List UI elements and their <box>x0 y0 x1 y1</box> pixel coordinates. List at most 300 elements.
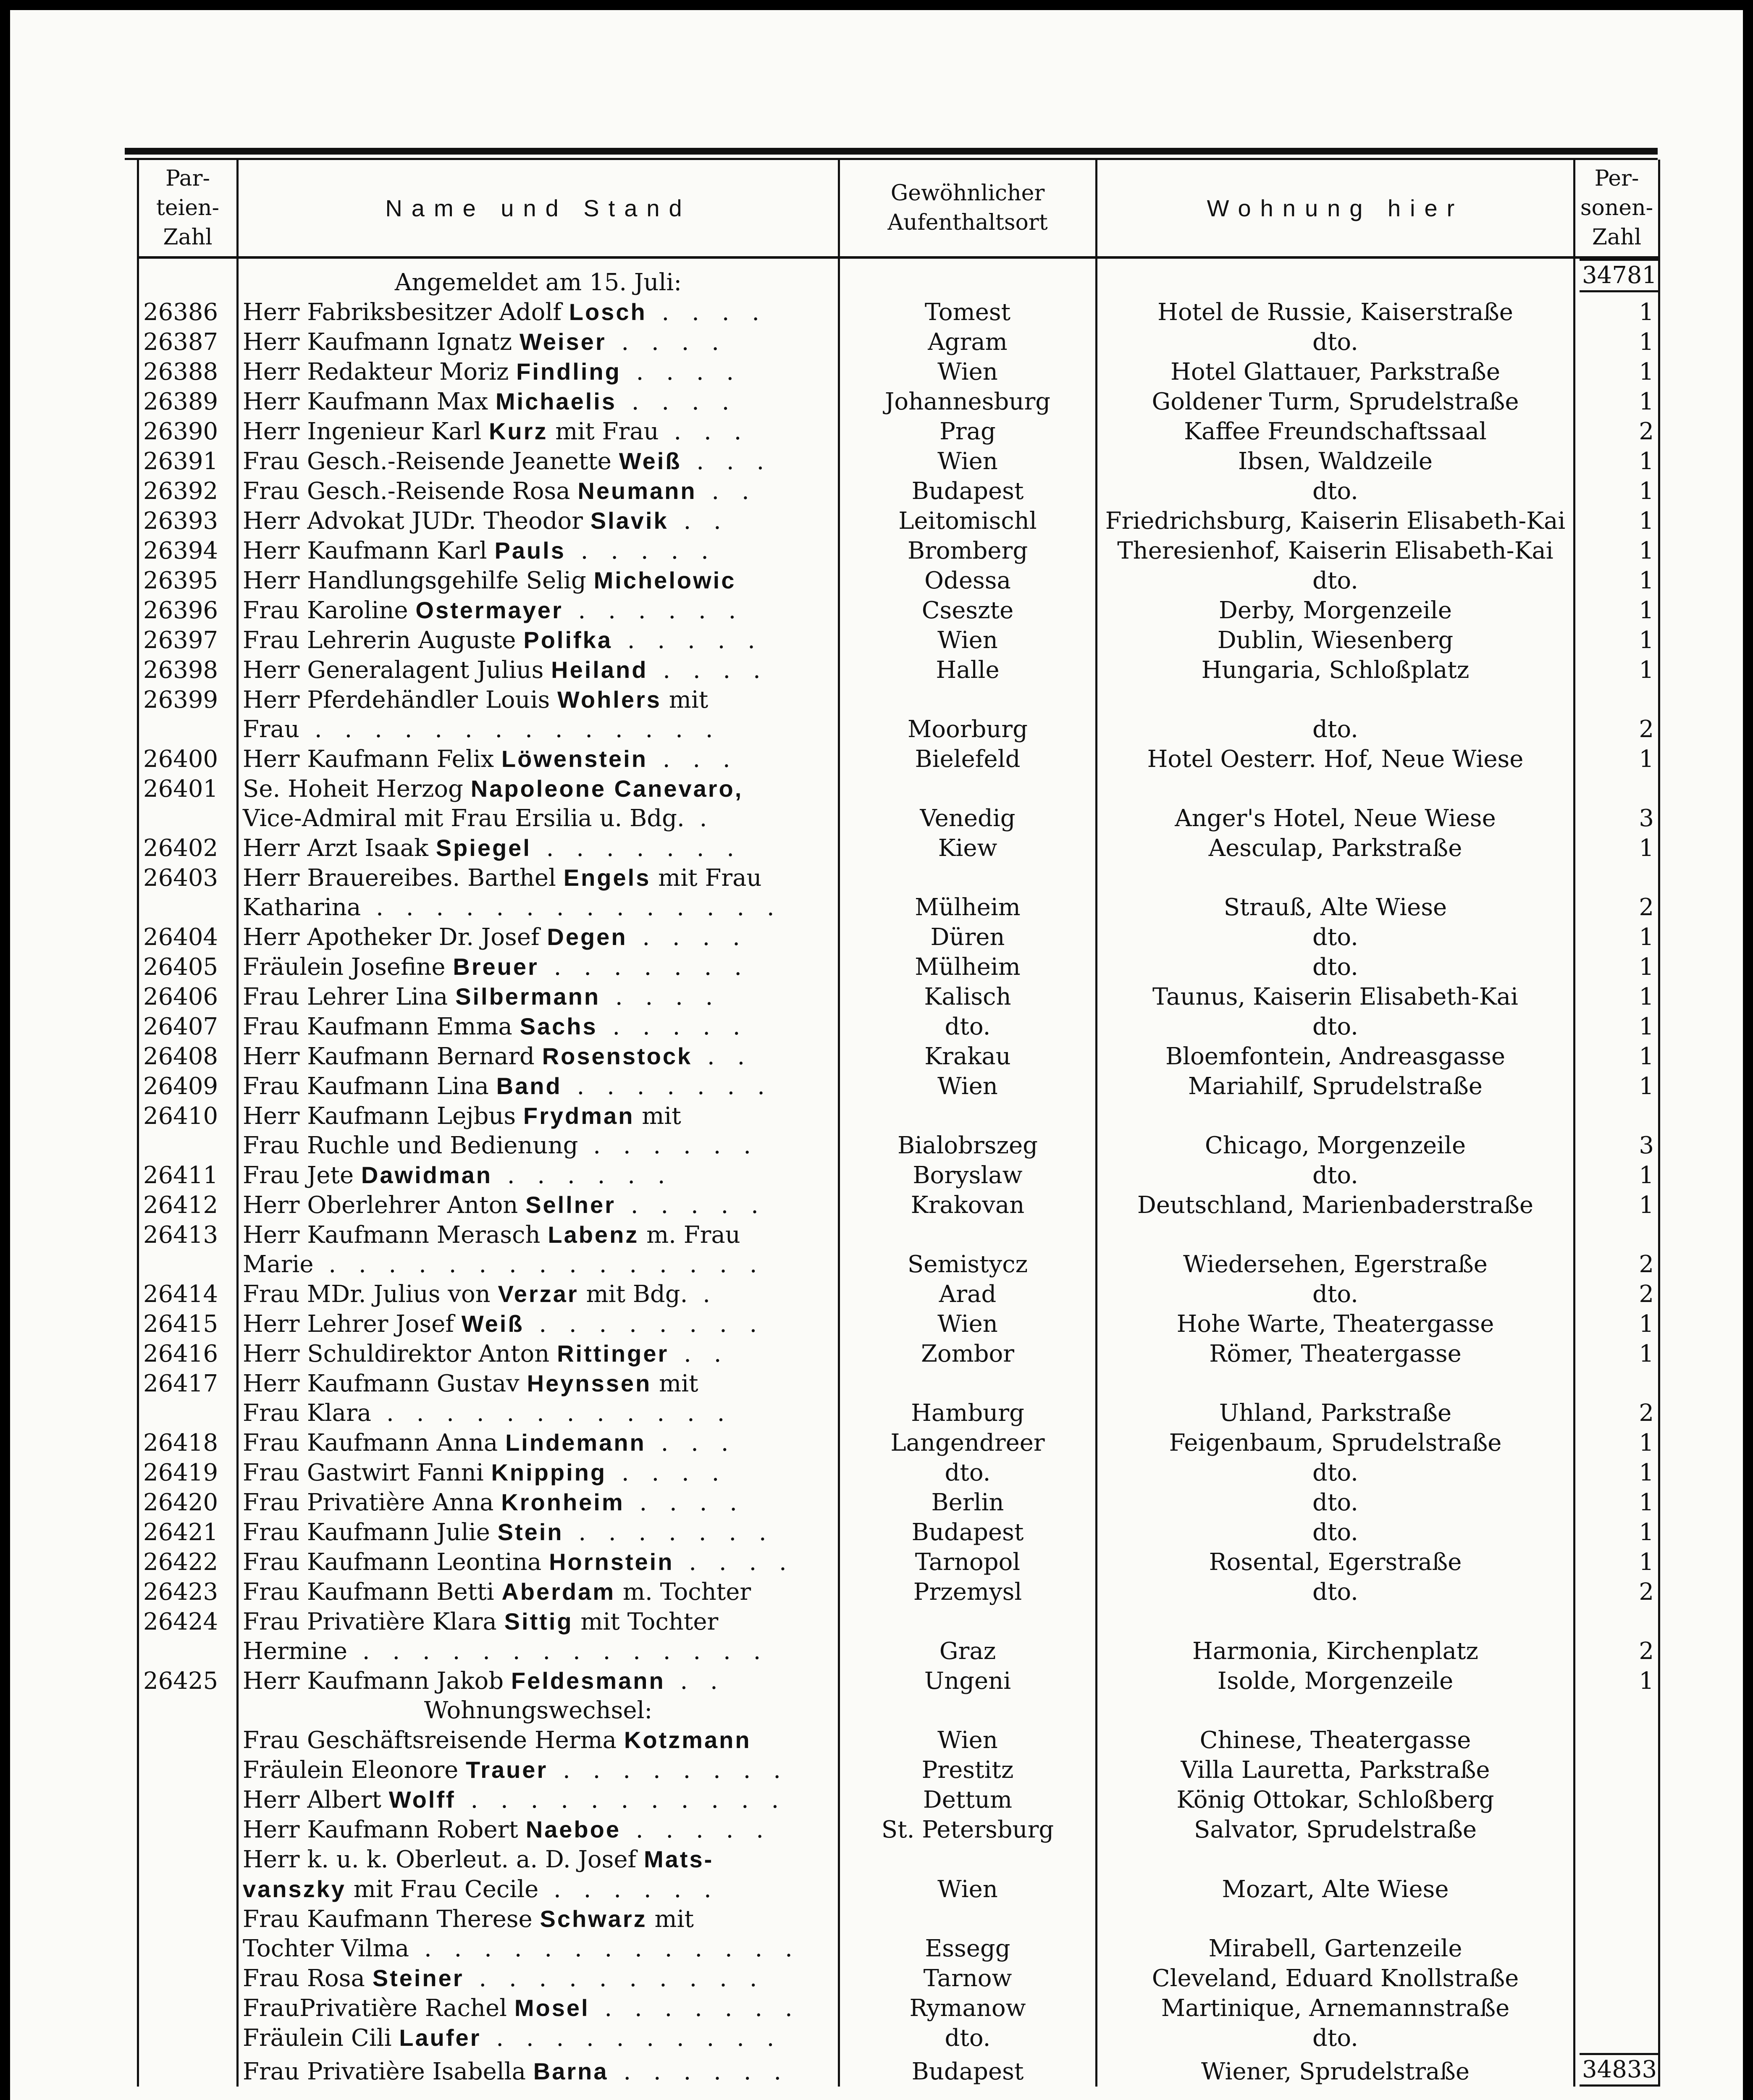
surname: Findling <box>516 358 621 385</box>
lodging: dto. <box>1097 952 1575 982</box>
name-prefix: Frau Lehrerin Auguste <box>243 627 524 654</box>
leader-dots: . . . <box>647 746 738 773</box>
leader-dots: . <box>688 1281 718 1308</box>
surname: Labenz <box>548 1221 639 1248</box>
origin: Budapest <box>839 476 1097 506</box>
persons <box>1575 1934 1659 1964</box>
leader-dots: . . . . . <box>621 1816 772 1843</box>
party-number: 26388 <box>138 357 238 387</box>
persons: 3 <box>1575 1131 1659 1160</box>
origin: St. Petersburg <box>839 1815 1097 1845</box>
origin: Arad <box>839 1279 1097 1309</box>
surname: Ostermayer <box>415 597 563 623</box>
persons: 1 <box>1575 596 1659 625</box>
name-prefix: Herr Redakteur Moriz <box>243 358 517 386</box>
register-table <box>137 160 1660 2087</box>
persons: 1 <box>1575 327 1659 357</box>
name-cell <box>238 1190 839 1220</box>
leader-dots: . . . <box>681 448 772 475</box>
name-cell <box>238 1725 839 1755</box>
name-prefix: Herr Fabriksbesitzer Adolf <box>243 299 569 326</box>
name-cell <box>238 625 839 655</box>
lodging: dto. <box>1097 1012 1575 1042</box>
section-heading: Wohnungswechsel: <box>238 1696 839 1725</box>
registration-row <box>138 1637 1659 1666</box>
surname: Rosenstock <box>542 1043 693 1069</box>
party-number: 26393 <box>138 506 238 536</box>
persons: 1 <box>1575 1547 1659 1577</box>
name-prefix: Se. Hoheit Herzog <box>243 775 471 803</box>
origin: Wien <box>839 625 1097 655</box>
surname: Napoleone Canevaro, <box>470 775 743 802</box>
surname: Michelowic <box>593 567 736 593</box>
lodging <box>1097 1904 1575 1934</box>
origin: Mülheim <box>839 893 1097 922</box>
name-cell <box>238 685 839 715</box>
surname: Sittig <box>504 1608 573 1635</box>
leader-dots: . . . . . . . . . . <box>464 1965 765 1992</box>
surname: Weiser <box>519 328 606 355</box>
party-number: 26425 <box>138 1666 238 1696</box>
name-cell <box>238 833 839 863</box>
persons: 2 <box>1575 1250 1659 1279</box>
party-number: 26394 <box>138 536 238 566</box>
name-cell <box>238 1547 839 1577</box>
registration-row <box>138 566 1659 596</box>
leader-dots: . . . . <box>624 1489 745 1516</box>
party-number: 26397 <box>138 625 238 655</box>
lodging: Mirabell, Gartenzeile <box>1097 1934 1575 1964</box>
registration-row <box>138 1458 1659 1488</box>
persons: 2 <box>1575 1279 1659 1309</box>
surname: Wohlers <box>557 686 661 713</box>
party-number: 26415 <box>138 1309 238 1339</box>
name-cell <box>238 952 839 982</box>
registration-row <box>138 1190 1659 1220</box>
party-number: 26423 <box>138 1577 238 1607</box>
name-prefix: Herr Oberlehrer Anton <box>243 1192 526 1219</box>
registration-row <box>138 685 1659 715</box>
leader-dots: . . . . <box>606 1459 727 1486</box>
lodging <box>1097 863 1575 893</box>
name-prefix: Frau Gesch.-Reisende Rosa <box>243 478 578 505</box>
name-cell <box>238 655 839 685</box>
persons <box>1575 1904 1659 1934</box>
registration-row <box>138 1399 1659 1428</box>
leader-dots: . . . . . . <box>563 597 744 624</box>
persons: 1 <box>1575 1309 1659 1339</box>
party-number: 26420 <box>138 1488 238 1517</box>
lodging: Salvator, Sprudelstraße <box>1097 1815 1575 1845</box>
name-prefix: Frau Kaufmann Emma <box>243 1013 520 1040</box>
party-number <box>138 1637 238 1666</box>
name-prefix: Herr Kaufmann Max <box>243 388 496 415</box>
name-cell <box>238 1637 839 1666</box>
leader-dots: . . . . . . <box>492 1162 673 1189</box>
surname: Spiegel <box>436 835 531 861</box>
party-number: 26395 <box>138 566 238 596</box>
registration-row <box>138 1220 1659 1250</box>
lodging <box>1097 774 1575 804</box>
surname: Wolff <box>388 1786 456 1813</box>
name-cell <box>238 1012 839 1042</box>
party-number: 26396 <box>138 596 238 625</box>
name-cell <box>238 476 839 506</box>
party-number: 26403 <box>138 863 238 893</box>
registration-row <box>138 1279 1659 1309</box>
party-number <box>138 2053 238 2087</box>
name-cell <box>238 715 839 744</box>
party-number: 26412 <box>138 1190 238 1220</box>
persons <box>1575 1101 1659 1131</box>
surname: Knipping <box>491 1459 607 1486</box>
origin: Berlin <box>839 1488 1097 1517</box>
origin: Wien <box>839 1725 1097 1755</box>
persons: 1 <box>1575 1488 1659 1517</box>
name-prefix: Herr Kaufmann Lejbus <box>243 1102 523 1130</box>
lodging: Aesculap, Parkstraße <box>1097 833 1575 863</box>
registration-row <box>138 297 1659 327</box>
registration-row <box>138 476 1659 506</box>
name-cell <box>238 1339 839 1369</box>
surname: Trauer <box>466 1756 548 1783</box>
surname: Naeboe <box>525 1816 621 1843</box>
lodging: Feigenbaum, Sprudelstraße <box>1097 1428 1575 1458</box>
persons: 1 <box>1575 357 1659 387</box>
move-row <box>138 1934 1659 1964</box>
persons <box>1575 1369 1659 1399</box>
origin: Przemysl <box>839 1577 1097 1607</box>
leader-dots: . . . . . . . <box>531 835 742 862</box>
registration-row <box>138 1309 1659 1339</box>
registration-row <box>138 982 1659 1012</box>
registration-row <box>138 1369 1659 1399</box>
registration-row <box>138 536 1659 566</box>
registration-row <box>138 952 1659 982</box>
lodging: Harmonia, Kirchenplatz <box>1097 1637 1575 1666</box>
origin <box>839 685 1097 715</box>
party-number <box>138 1874 238 1904</box>
registration-row <box>138 327 1659 357</box>
name-suffix: m. Frau <box>639 1221 740 1249</box>
name-prefix: Tochter Vilma <box>243 1935 409 1962</box>
lodging: Römer, Theatergasse <box>1097 1339 1575 1369</box>
leader-dots: . . . . . . . . . . . . . . . <box>313 1251 765 1278</box>
move-row <box>138 1815 1659 1845</box>
name-cell <box>238 446 839 476</box>
lodging: dto. <box>1097 1577 1575 1607</box>
surname: Steiner <box>372 1965 464 1991</box>
leader-dots: . . <box>665 1667 725 1695</box>
move-row <box>138 1785 1659 1815</box>
origin: Krakau <box>839 1042 1097 1071</box>
origin: Rymanow <box>839 1993 1097 2023</box>
origin: Essegg <box>839 1934 1097 1964</box>
party-number: 26411 <box>138 1160 238 1190</box>
party-number: 26421 <box>138 1517 238 1547</box>
leader-dots: . . . . . . . <box>589 1995 800 2022</box>
surname: Kronheim <box>501 1489 625 1515</box>
move-row <box>138 1993 1659 2023</box>
name-prefix: Frau Rosa <box>243 1965 373 1992</box>
lodging: Chicago, Morgenzeile <box>1097 1131 1575 1160</box>
surname: Kotzmann <box>624 1727 751 1753</box>
name-cell <box>238 1428 839 1458</box>
registration-row <box>138 1607 1659 1637</box>
leader-dots: . . <box>696 478 757 505</box>
leader-dots: . . . . . . <box>578 1132 759 1159</box>
surname: Weiß <box>461 1310 524 1337</box>
persons: 1 <box>1575 1517 1659 1547</box>
registration-row <box>138 1160 1659 1190</box>
name-cell <box>238 893 839 922</box>
lodging: Hotel Glattauer, Parkstraße <box>1097 357 1575 387</box>
name-cell <box>238 1488 839 1517</box>
lodging: Deutschland, Marienbaderstraße <box>1097 1190 1575 1220</box>
persons: 1 <box>1575 655 1659 685</box>
party-number: 26417 <box>138 1369 238 1399</box>
name-cell <box>238 1607 839 1637</box>
name-cell <box>238 1309 839 1339</box>
leader-dots: . . . . <box>627 924 748 951</box>
lodging: dto. <box>1097 922 1575 952</box>
lodging: Hotel de Russie, Kaiserstraße <box>1097 297 1575 327</box>
persons: 1 <box>1575 1160 1659 1190</box>
leader-dots: . . . . <box>674 1549 794 1576</box>
lodging: Mariahilf, Sprudelstraße <box>1097 1071 1575 1101</box>
name-prefix: Frau Geschäftsreisende Herma <box>243 1727 624 1754</box>
name-prefix: Herr Kaufmann Ignatz <box>243 328 520 356</box>
header-row <box>138 160 1659 257</box>
party-number: 26387 <box>138 327 238 357</box>
surname: Laufer <box>399 2024 481 2051</box>
leader-dots: . . . . . . . <box>563 1519 774 1546</box>
registration-row <box>138 655 1659 685</box>
origin: Wien <box>839 446 1097 476</box>
registration-row <box>138 1071 1659 1101</box>
surname: Rittinger <box>557 1340 669 1367</box>
persons <box>1575 1815 1659 1845</box>
name-prefix: Fräulein Eleonore <box>243 1756 466 1784</box>
registration-row <box>138 1488 1659 1517</box>
lodging: dto. <box>1097 1160 1575 1190</box>
persons <box>1575 863 1659 893</box>
origin: Prag <box>839 417 1097 446</box>
surname: Mosel <box>514 1995 590 2021</box>
persons: 1 <box>1575 833 1659 863</box>
header-origin: Gewöhnlicher Aufenthaltsort <box>839 160 1097 257</box>
surname: vanszky <box>243 1876 346 1902</box>
origin: Wien <box>839 1874 1097 1904</box>
party-number: 26410 <box>138 1101 238 1131</box>
name-prefix: Frau Privatière Anna <box>243 1489 501 1516</box>
lodging: dto. <box>1097 566 1575 596</box>
name-cell <box>238 506 839 536</box>
party-number <box>138 1845 238 1874</box>
party-number: 26422 <box>138 1547 238 1577</box>
lodging <box>1097 1607 1575 1637</box>
name-cell <box>238 1071 839 1101</box>
origin: Krakovan <box>839 1190 1097 1220</box>
leader-dots: . . . <box>646 1429 736 1457</box>
name-suffix: mit <box>651 1370 698 1397</box>
origin: Johannesburg <box>839 387 1097 417</box>
name-cell <box>238 1785 839 1815</box>
name-cell <box>238 1874 839 1904</box>
party-number: 26408 <box>138 1042 238 1071</box>
surname: Heynssen <box>527 1370 652 1396</box>
registration-row <box>138 1339 1659 1369</box>
leader-dots: . . . . . . . . . . . . . <box>409 1935 800 1962</box>
name-cell <box>238 1815 839 1845</box>
name-prefix: Herr Schuldirektor Anton <box>243 1340 557 1368</box>
lodging: dto. <box>1097 1279 1575 1309</box>
lodging: Villa Lauretta, Parkstraße <box>1097 1755 1575 1785</box>
name-prefix: Herr Kaufmann Merasch <box>243 1221 548 1249</box>
name-cell <box>238 1101 839 1131</box>
name-prefix: Frau Klara <box>243 1399 372 1427</box>
origin <box>839 1101 1097 1131</box>
party-number <box>138 1725 238 1755</box>
registration-row <box>138 357 1659 387</box>
surname: Hornstein <box>549 1549 674 1575</box>
name-prefix: Frau Kaufmann Anna <box>243 1429 506 1457</box>
registration-row <box>138 387 1659 417</box>
name-suffix: mit <box>634 1102 681 1130</box>
name-cell <box>238 1131 839 1160</box>
leader-dots: . . . . . . . . . . . . <box>371 1399 732 1427</box>
persons <box>1575 1964 1659 1993</box>
party-number <box>138 1904 238 1934</box>
persons: 1 <box>1575 297 1659 327</box>
origin: Budapest <box>839 2053 1097 2087</box>
name-cell <box>238 744 839 774</box>
name-prefix: Frau <box>243 716 300 743</box>
origin: Bromberg <box>839 536 1097 566</box>
persons: 1 <box>1575 1339 1659 1369</box>
move-row <box>138 1874 1659 1904</box>
persons: 1 <box>1575 1012 1659 1042</box>
name-cell <box>238 596 839 625</box>
persons: 1 <box>1575 506 1659 536</box>
lodging: Friedrichsburg, Kaiserin Elisabeth-Kai <box>1097 506 1575 536</box>
registration-row <box>138 1666 1659 1696</box>
name-prefix: Frau Jete <box>243 1162 361 1189</box>
name-prefix: Herr Advokat JUDr. Theodor <box>243 507 590 535</box>
registration-row <box>138 417 1659 446</box>
origin: Tarnow <box>839 1964 1097 1993</box>
registration-row <box>138 922 1659 952</box>
name-prefix: Frau Kaufmann Betti <box>243 1578 502 1606</box>
lodging: Mozart, Alte Wiese <box>1097 1874 1575 1904</box>
origin: Mülheim <box>839 952 1097 982</box>
section-row <box>138 1696 1659 1725</box>
persons: 1 <box>1575 1042 1659 1071</box>
persons: 1 <box>1575 476 1659 506</box>
name-cell <box>238 1458 839 1488</box>
persons: 1 <box>1575 1071 1659 1101</box>
party-number: 26413 <box>138 1220 238 1250</box>
name-prefix: Frau Lehrer Lina <box>243 983 456 1011</box>
surname: Feldesmann <box>511 1667 665 1694</box>
surname: Sellner <box>525 1192 616 1218</box>
lodging: Cleveland, Eduard Knollstraße <box>1097 1964 1575 1993</box>
persons: 1 <box>1575 446 1659 476</box>
leader-dots: . . <box>692 1043 753 1070</box>
surname: Lindemann <box>505 1429 646 1456</box>
header-party-number: Par- teien- Zahl <box>138 160 238 257</box>
leader-dots: . . . . <box>646 299 767 326</box>
party-number <box>138 715 238 744</box>
registration-row <box>138 893 1659 922</box>
header-persons: Per- sonen- Zahl <box>1575 160 1659 257</box>
party-number <box>138 1755 238 1785</box>
origin <box>839 1845 1097 1874</box>
leader-dots: . . <box>668 507 729 535</box>
name-cell <box>238 2023 839 2053</box>
persons <box>1575 1755 1659 1785</box>
lodging <box>1097 1845 1575 1874</box>
lodging: dto. <box>1097 1517 1575 1547</box>
persons: 1 <box>1575 625 1659 655</box>
origin <box>839 1607 1097 1637</box>
persons: 2 <box>1575 715 1659 744</box>
name-cell <box>238 1964 839 1993</box>
persons: 2 <box>1575 893 1659 922</box>
party-number: 26400 <box>138 744 238 774</box>
registration-row <box>138 863 1659 893</box>
origin <box>839 1369 1097 1399</box>
lodging <box>1097 1220 1575 1250</box>
party-number: 26391 <box>138 446 238 476</box>
surname: Polifka <box>523 627 612 653</box>
origin: Wien <box>839 357 1097 387</box>
name-prefix: Hermine <box>243 1638 347 1665</box>
name-prefix: Frau Kaufmann Lina <box>243 1073 496 1100</box>
name-cell <box>238 327 839 357</box>
lodging: Rosental, Egerstraße <box>1097 1547 1575 1577</box>
persons <box>1575 774 1659 804</box>
party-number: 26402 <box>138 833 238 863</box>
name-cell <box>238 536 839 566</box>
name-prefix: Herr Pferdehändler Louis <box>243 686 558 714</box>
leader-dots: . . . . <box>606 328 727 356</box>
party-number: 26407 <box>138 1012 238 1042</box>
surname: Kurz <box>488 418 548 444</box>
surname: Dawidman <box>361 1162 492 1188</box>
lodging <box>1097 1369 1575 1399</box>
name-prefix: Herr Kaufmann Karl <box>243 537 495 564</box>
origin: Wien <box>839 1309 1097 1339</box>
surname: Aberdam <box>501 1578 616 1605</box>
name-prefix: Herr Kaufmann Gustav <box>243 1370 527 1397</box>
lodging: dto. <box>1097 1488 1575 1517</box>
persons: 1 <box>1575 1428 1659 1458</box>
party-number: 26419 <box>138 1458 238 1488</box>
registration-row <box>138 715 1659 744</box>
leader-dots: . . . . . . <box>538 1876 719 1903</box>
party-number: 26390 <box>138 417 238 446</box>
party-number: 26406 <box>138 982 238 1012</box>
move-row <box>138 1845 1659 1874</box>
registration-row <box>138 774 1659 804</box>
name-prefix: Frau Gesch.-Reisende Jeanette <box>243 448 619 475</box>
lodging: König Ottokar, Schloßberg <box>1097 1785 1575 1815</box>
name-prefix: Frau Privatière Isabella <box>243 2058 533 2085</box>
persons <box>1575 1845 1659 1874</box>
lodging: Isolde, Morgenzeile <box>1097 1666 1575 1696</box>
registration-row <box>138 1101 1659 1131</box>
